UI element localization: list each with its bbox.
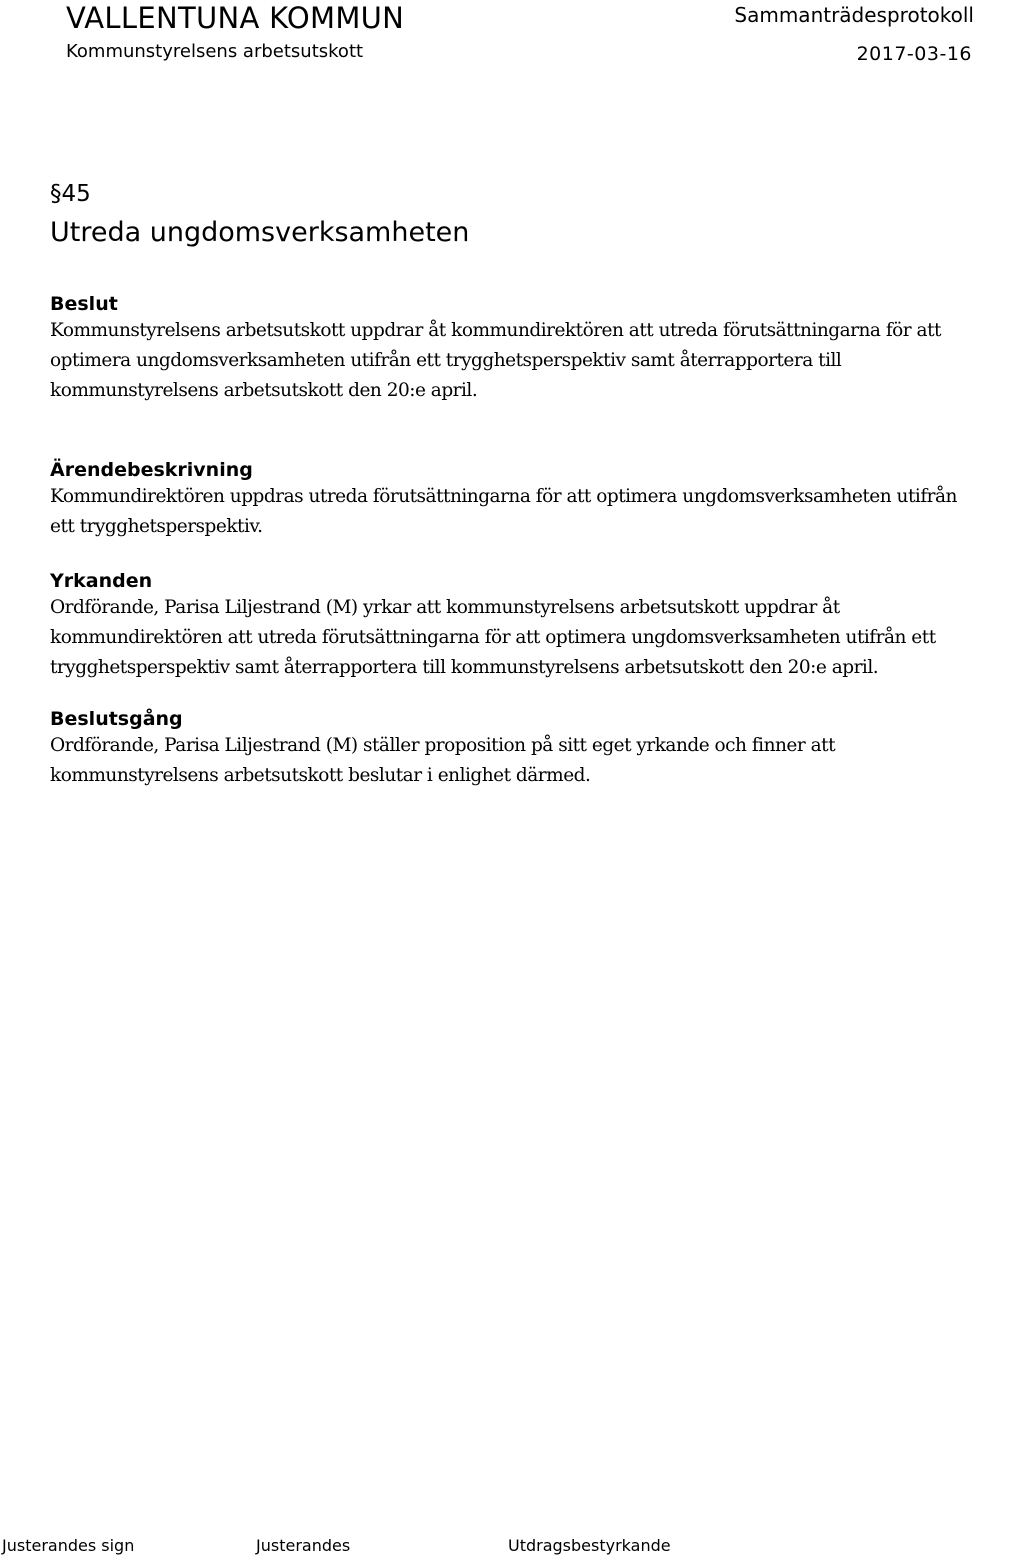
section-heading: Beslutsgång [50, 708, 183, 730]
section-line: Ordförande, Parisa Liljestrand (M) ställer proposition på sitt eget yrkande och finner att [50, 735, 835, 756]
section-line: optimera ungdomsverksamheten utifrån ett trygghetsperspektiv samt återrapportera till [50, 350, 842, 371]
paragraph-title: Utreda ungdomsverksamheten [50, 217, 470, 248]
section-line: Kommundirektören uppdras utreda förutsättningarna för att optimera ungdomsverksamheten utifrån [50, 486, 957, 507]
section-yrkanden [50, 569, 1024, 683]
organization-name: VALLENTUNA KOMMUN [66, 1, 405, 35]
section-beslutsgang [50, 707, 1024, 791]
section-line: trygghetsperspektiv samt återrapportera till kommunstyrelsens arbetsutskott den 20:e april. [50, 657, 879, 678]
section-line: ett trygghetsperspektiv. [50, 516, 263, 537]
section-heading: Yrkanden [50, 570, 153, 592]
committee-name: Kommunstyrelsens arbetsutskott [66, 41, 364, 62]
document-type: Sammanträdesprotokoll [734, 3, 974, 27]
section-beslut [50, 292, 1024, 406]
section-line: kommunstyrelsens arbetsutskott den 20:e april. [50, 380, 478, 401]
footer-justerandes-sign: Justerandes sign [2, 1536, 135, 1555]
footer-justerandes: Justerandes [256, 1536, 351, 1555]
section-heading: Ärendebeskrivning [50, 459, 253, 481]
footer-utdragsbestyrkande: Utdragsbestyrkande [508, 1536, 671, 1555]
paragraph-number: §45 [50, 181, 91, 207]
section-line: Ordförande, Parisa Liljestrand (M) yrkar att kommunstyrelsens arbetsutskott uppdrar åt [50, 597, 840, 618]
section-arendebeskrivning [50, 458, 1024, 542]
meeting-date: 2017-03-16 [856, 43, 972, 65]
section-line: kommundirektören att utreda förutsättningarna för att optimera ungdomsverksamheten utifrån ett [50, 627, 936, 648]
section-line: kommunstyrelsens arbetsutskott beslutar i enlighet därmed. [50, 765, 591, 786]
section-heading: Beslut [50, 293, 118, 315]
section-line: Kommunstyrelsens arbetsutskott uppdrar åt kommundirektören att utreda förutsättningarna för att [50, 320, 941, 341]
